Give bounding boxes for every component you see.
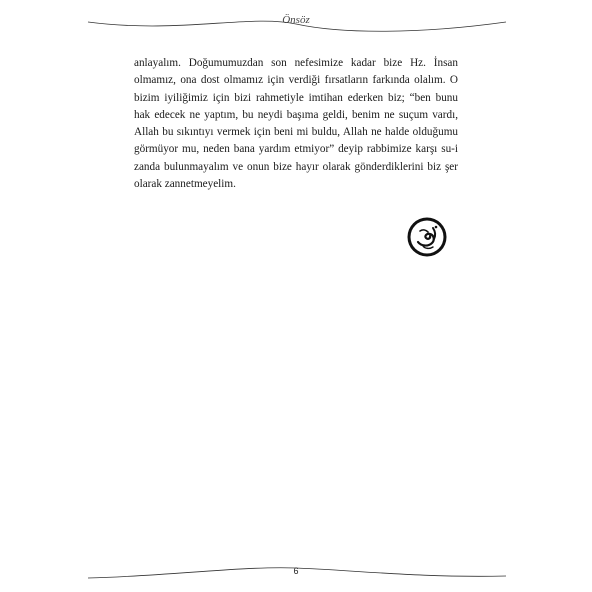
paragraph: anlayalım. Doğumumuzdan son nefesimize kadar bize Hz. İnsan olmamız, ona dost olmamız için verdiği fırsatların farkında olalım. O bizim iyiliğimiz için bizi rahmetiyle imtihan ederken biz; “ben bunu hak edecek ne yaptım, bu neydi başıma geldi, benim ne suçum vardı, Allah bu sıkıntıyı vermek için beni mi buldu, Allah ne halde olduğumu görmüyor mu, neden bana yardım etmiyor” deyip rabbimize karşı su-i zanda bulunmayalım ve onun bize hayır olarak gönderdiklerini biz şer olarak zannetmeyelim. — [134, 57, 458, 191]
page-number: 6 — [293, 566, 299, 576]
calligraphy-seal-icon — [406, 216, 448, 258]
body-text — [134, 55, 458, 193]
running-title: Önsöz — [282, 14, 310, 26]
